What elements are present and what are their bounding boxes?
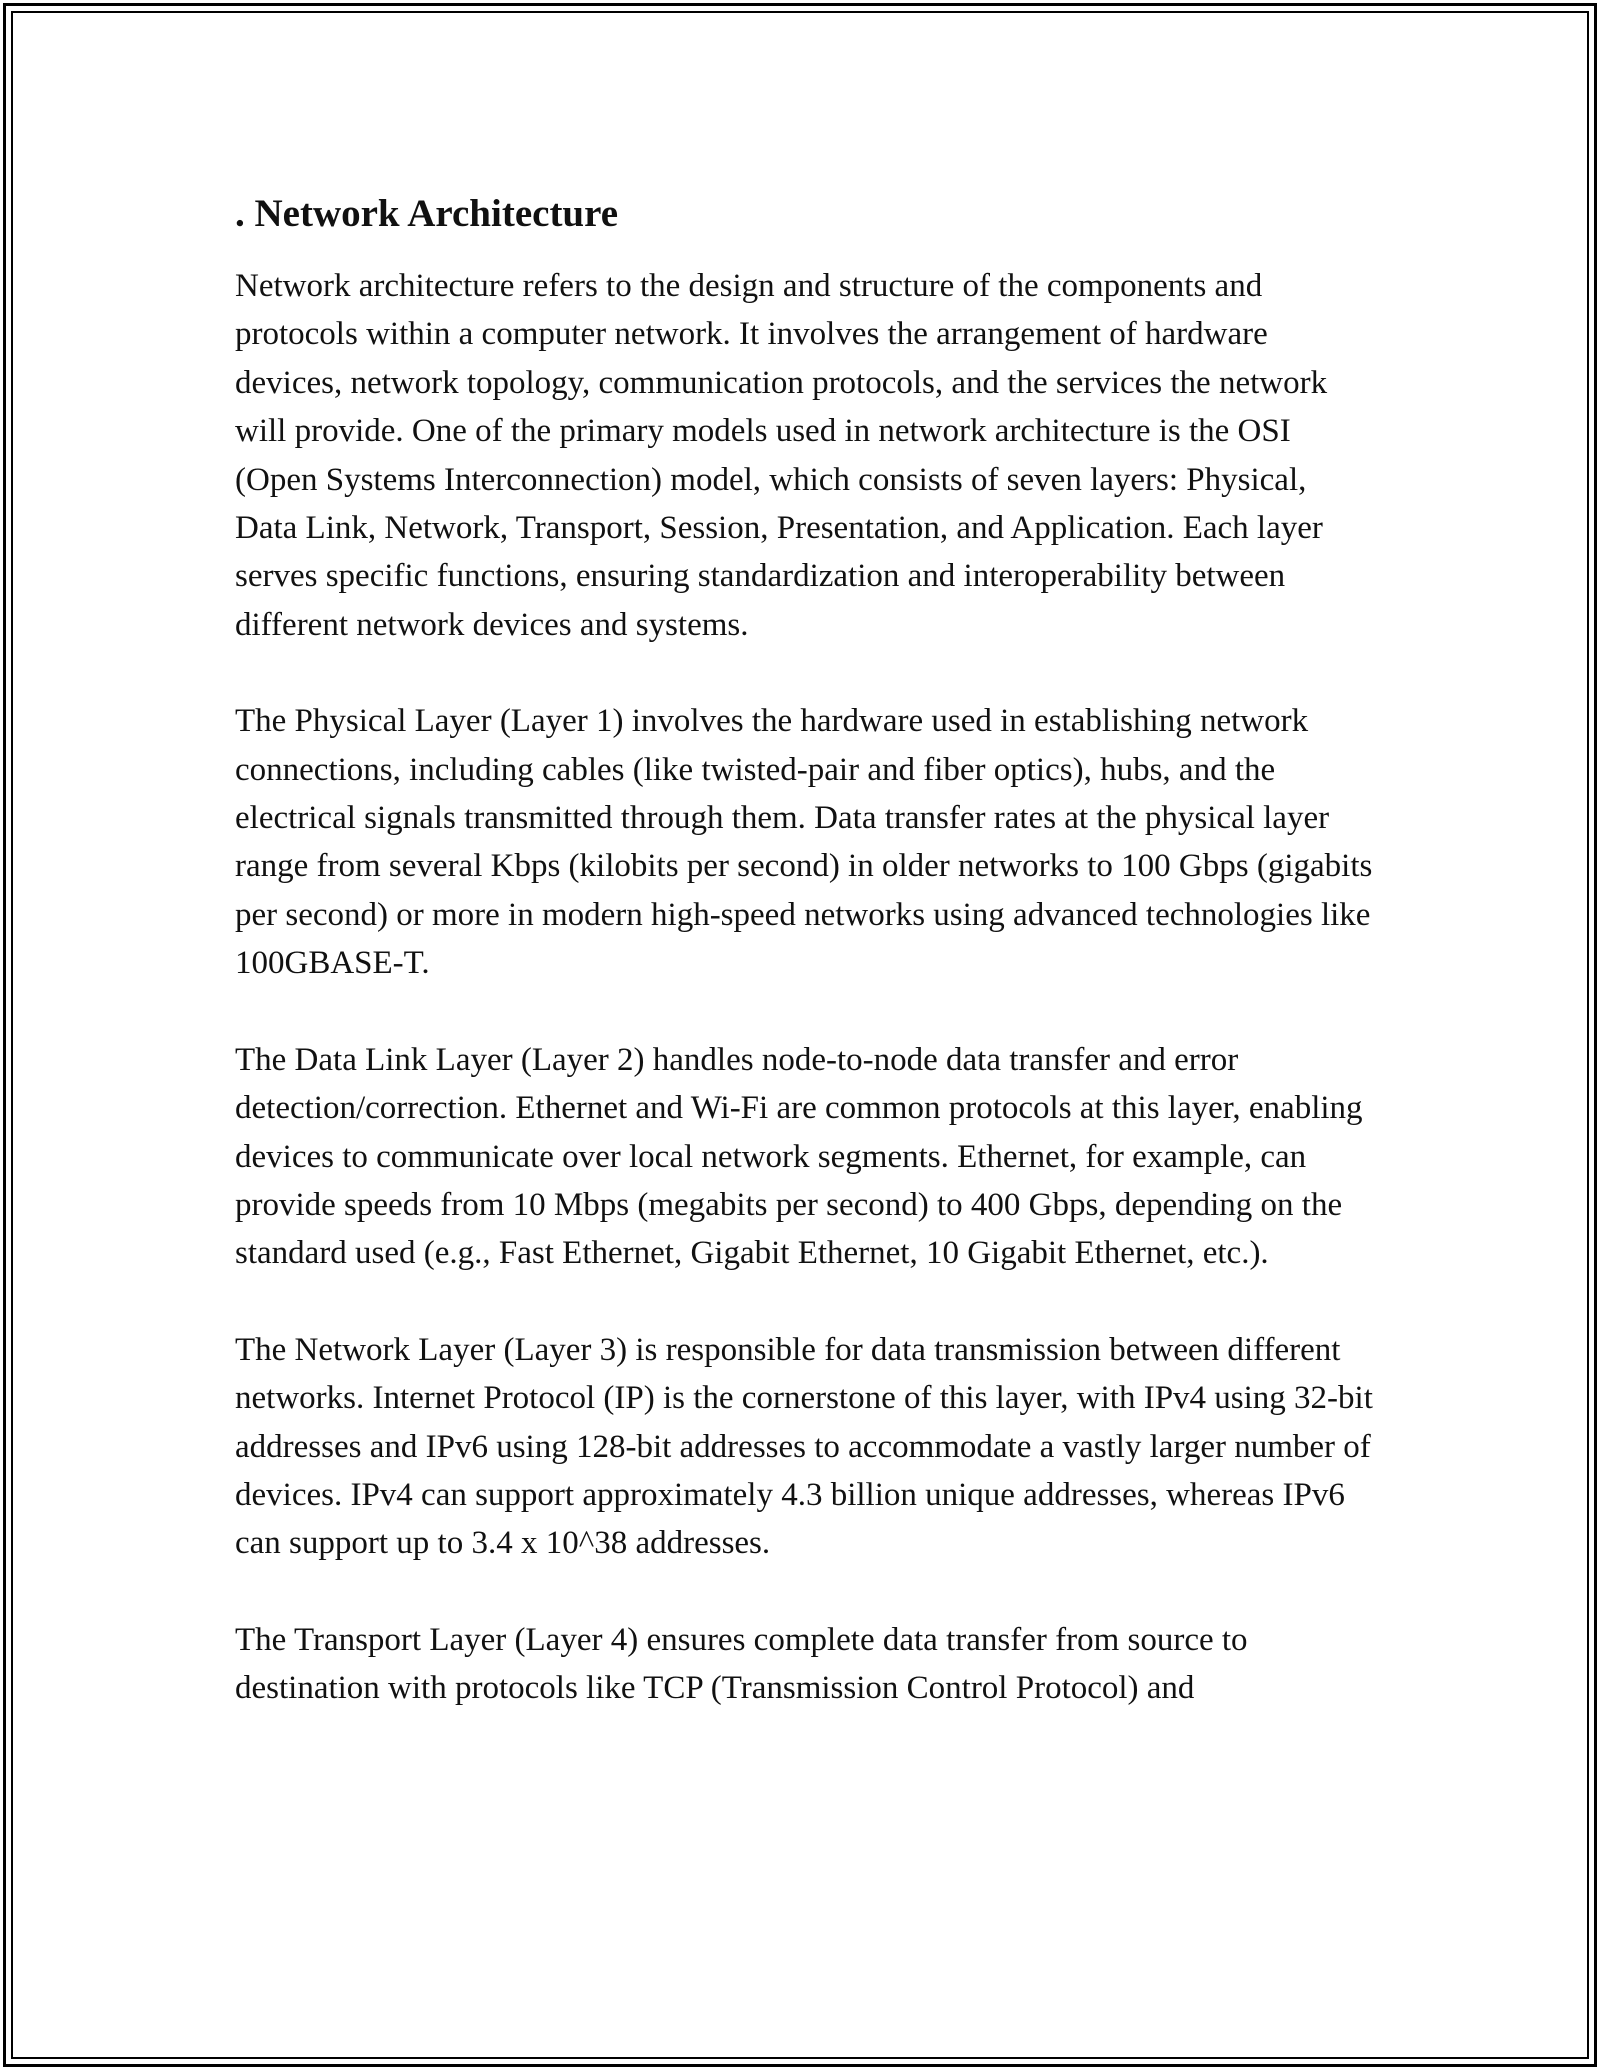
paragraph-overview: Network architecture refers to the design and structure of the components and protocols within a computer network. It involves the arrangement of hardware devices, network topology, communication protocols, and the services the network will provide. One of the primary models used in network architecture is the OSI (Open Systems Interconnection) model, which consists of seven layers: Physical, Data Link, Network, Transport, Session, Presentation, and Application. Each layer serves specific functions, ensuring standardization and interoperability between different network devices and systems. bbox=[235, 268, 1328, 643]
document-body bbox=[235, 186, 1375, 1761]
paragraph-network-layer: The Network Layer (Layer 3) is responsible for data transmission between different networks. Internet Protocol (IP) is the cornerstone of this layer, with IPv4 using 32-bit addresses and IPv6 using 128-bit addresses to accommodate a vastly larger number of devices. IPv4 can support approximately 4.3 billion unique addresses, whereas IPv6 can support up to 3.4 x 10^38 addresses. bbox=[235, 1331, 1373, 1562]
section-heading: . Network Architecture bbox=[235, 192, 619, 235]
paragraph-data-link-layer: The Data Link Layer (Layer 2) handles node-to-node data transfer and error detection/correction. Ethernet and Wi-Fi are common protocols at this layer, enabling devices to communicate over local network segments. Ethernet, for example, can provide speeds from 10 Mbps (megabits per second) to 400 Gbps, depending on the standard used (e.g., Fast Ethernet, Gigabit Ethernet, 10 Gigabit Ethernet, etc.). bbox=[235, 1041, 1363, 1272]
paragraph-transport-layer: The Transport Layer (Layer 4) ensures complete data transfer from source to destination with protocols like TCP (Transmission Control Protocol) and bbox=[235, 1621, 1248, 1707]
paragraph-physical-layer: The Physical Layer (Layer 1) involves the hardware used in establishing network connections, including cables (like twisted-pair and fiber optics), hubs, and the electrical signals transmitted through them. Data transfer rates at the physical layer range from several Kbps (kilobits per second) in older networks to 100 Gbps (gigabits per second) or more in modern high-speed networks using advanced technologies like 100GBASE-T. bbox=[235, 703, 1373, 982]
